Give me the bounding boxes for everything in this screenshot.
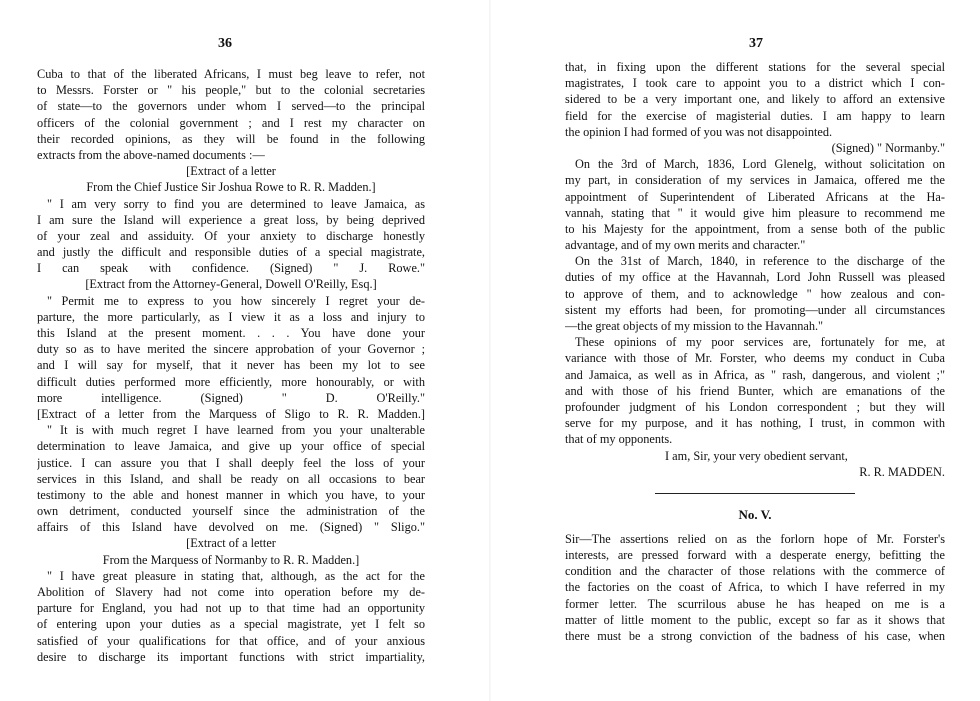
text-line: vannah, stating that " it would give him pleasure to recommend me: [565, 205, 945, 220]
text-line: appointment of Superintendent of Liberated Africans at the Ha-: [565, 189, 945, 204]
text-line: services in this Island, and shall be ready on all occasions to bear: [37, 471, 425, 486]
text-line: [Extract of a letter: [186, 164, 276, 179]
text-line: former letter. The scurrilous abuse he has heaped on me is a: [565, 596, 945, 611]
text-line: Cuba to that of the liberated Africans, I must beg leave to refer, not: [37, 67, 425, 81]
text-line: my part, in consideration of my services in Jamaica, offered me the: [565, 173, 945, 188]
text-line: I am, Sir, your very obedient servant,: [665, 448, 848, 463]
text-line: (Signed) " Normanby.": [831, 140, 945, 155]
text-line: I can speak with confidence. (Signed) " J. Rowe.": [37, 261, 425, 276]
page-text: [565, 59, 945, 644]
text-line: parture for England, you had not up to that time had an opportunity: [37, 601, 425, 616]
page-number: 37: [749, 36, 763, 51]
text-line: variance with those of Mr. Forster, who deems my conduct in Cuba: [565, 351, 945, 366]
text-line: and with those of his friend Bunter, which are emanations of the: [565, 383, 945, 398]
text-line: serve for my purpose, and it has nothing, I trust, in common with: [565, 416, 945, 431]
text-section: [565, 59, 945, 480]
text-line: to approve of them, and to acknowledge " how zealous and con-: [565, 286, 945, 301]
text-line: " Permit me to express to you how sincerely I regret your de-: [47, 293, 425, 308]
page-number: 36: [218, 36, 232, 51]
text-line: [Extract of a letter: [186, 536, 276, 551]
text-line: These opinions of my poor services are, fortunately for me, at: [575, 335, 945, 350]
text-line: that, in fixing upon the different stations for the several special: [565, 60, 945, 74]
text-line: On the 3rd of March, 1836, Lord Glenelg, without solicitation on: [575, 157, 945, 172]
section-heading: No. V.: [738, 506, 772, 522]
text-line: advantage, and of my own merits and character.": [565, 238, 806, 253]
text-line: of state—to the governors under whom I served—to the principal: [37, 99, 425, 114]
text-line: justice. I can assure you that I shall deeply feel the loss of your: [37, 455, 425, 470]
text-line: From the Marquess of Normanby to R. R. Madden.]: [102, 552, 360, 567]
text-line: and Jamaica, as well as in Africa, as " rash, dangerous, and violent ;": [565, 367, 945, 382]
text-line: and justly the difficult and responsible duties of a special magistrate,: [37, 245, 425, 260]
text-line: I am sure the Island will experience a great loss, by being deprived: [37, 212, 425, 227]
text-line: duty so as to have merited the sincere approbation of your Governor ;: [37, 342, 425, 357]
text-line: —the great objects of my mission to the Havannah.": [565, 319, 824, 333]
text-line: sistent my efforts had been, for promoting—under all circumstances: [565, 302, 945, 317]
text-line: R. R. MADDEN.: [859, 464, 945, 479]
text-line: there must be a strong conviction of the badness of his case, when: [565, 629, 945, 643]
text-line: of entering upon your duties as a special magistrate, yet I felt so: [37, 617, 425, 632]
text-line: testimony to the able and honest manner in which you have, to your: [37, 487, 425, 502]
text-line: Abolition of Slavery had not come into operation before my de-: [37, 585, 425, 599]
section-divider: [655, 493, 855, 494]
text-line: field for the exercise of magisterial duties. I am happy to learn: [565, 108, 945, 123]
text-line: difficult duties performed more efficiently, more honourably, or with: [37, 374, 425, 389]
text-line: condition and the character of those relations with the commerce of: [565, 564, 945, 579]
text-line: their recorded opinions, as they will be found in the following: [37, 131, 425, 146]
text-line: [Extract of a letter from the Marquess of Sligo to R. R. Madden.]: [37, 406, 425, 421]
text-line: that of my opponents.: [565, 432, 673, 447]
text-line: matter of little moment to the public, except so far as it shows that: [565, 612, 945, 627]
text-line: satisfied of your qualifications for that office, and of your anxious: [37, 633, 425, 648]
text-line: " I am very sorry to find you are determined to leave Jamaica, as: [47, 196, 425, 211]
text-line: this Island at the present moment. . . . You have done your: [37, 326, 425, 340]
text-line: to his Majesty for the appointment, from a sense both of the public: [565, 221, 945, 236]
text-line: parture, the more particularly, as I view it as a loss and injury to: [37, 309, 425, 324]
text-line: interests, are pressed forward with a desperate energy, befitting the: [565, 548, 945, 563]
text-line: and I will say for myself, that it never has been my lot to see: [37, 358, 425, 373]
right-page: [490, 0, 980, 701]
text-line: to Messrs. Forster or " his people," but to the colonial secretaries: [37, 83, 425, 98]
text-line: " I have great pleasure in stating that, although, as the act for the: [47, 568, 425, 583]
text-line: more intelligence. (Signed) " D. O'Reilly.": [37, 390, 425, 405]
text-line: the factories on the coast of Africa, to which I have referred in my: [565, 580, 945, 595]
text-line: magistrates, I took care to appoint you to a district which I con-: [565, 76, 945, 91]
text-line: extracts from the above-named documents :—: [37, 147, 265, 162]
text-line: officers of the colonial government ; and I rest my character on: [37, 115, 425, 130]
text-line: profounder judgment of his London correspondent ; but they will: [565, 399, 945, 414]
text-line: determination to leave Jamaica, and give up your office of special: [37, 439, 425, 454]
text-line: On the 31st of March, 1840, in reference to the discharge of the: [575, 254, 945, 269]
text-line: From the Chief Justice Sir Joshua Rowe to R. R. Madden.]: [86, 180, 376, 195]
text-section: [565, 531, 945, 644]
text-line: the opinion I had formed of you was not disappointed.: [565, 124, 833, 139]
text-line: desire to discharge its important functions with strict impartiality,: [37, 649, 425, 664]
text-line: of your zeal and assiduity. Of your anxiety to discharge honestly: [37, 228, 425, 243]
text-line: Sir—The assertions relied on as the forlorn hope of Mr. Forster's: [565, 531, 945, 546]
text-line: affairs of this Island have devolved on me. (Signed) " Sligo.": [37, 520, 425, 535]
text-line: " It is with much regret I have learned from you your unalterable: [47, 423, 425, 438]
page-text: [37, 66, 425, 665]
text-line: own detriment, conducted yourself since the administration of the: [37, 504, 425, 519]
text-line: [Extract from the Attorney-General, Dowell O'Reilly, Esq.]: [85, 277, 377, 292]
text-line: duties of my office at the Havannah, Lord John Russell was pleased: [565, 270, 945, 285]
text-line: sidered to be a very important one, and likely to afford an extensive: [565, 92, 945, 107]
